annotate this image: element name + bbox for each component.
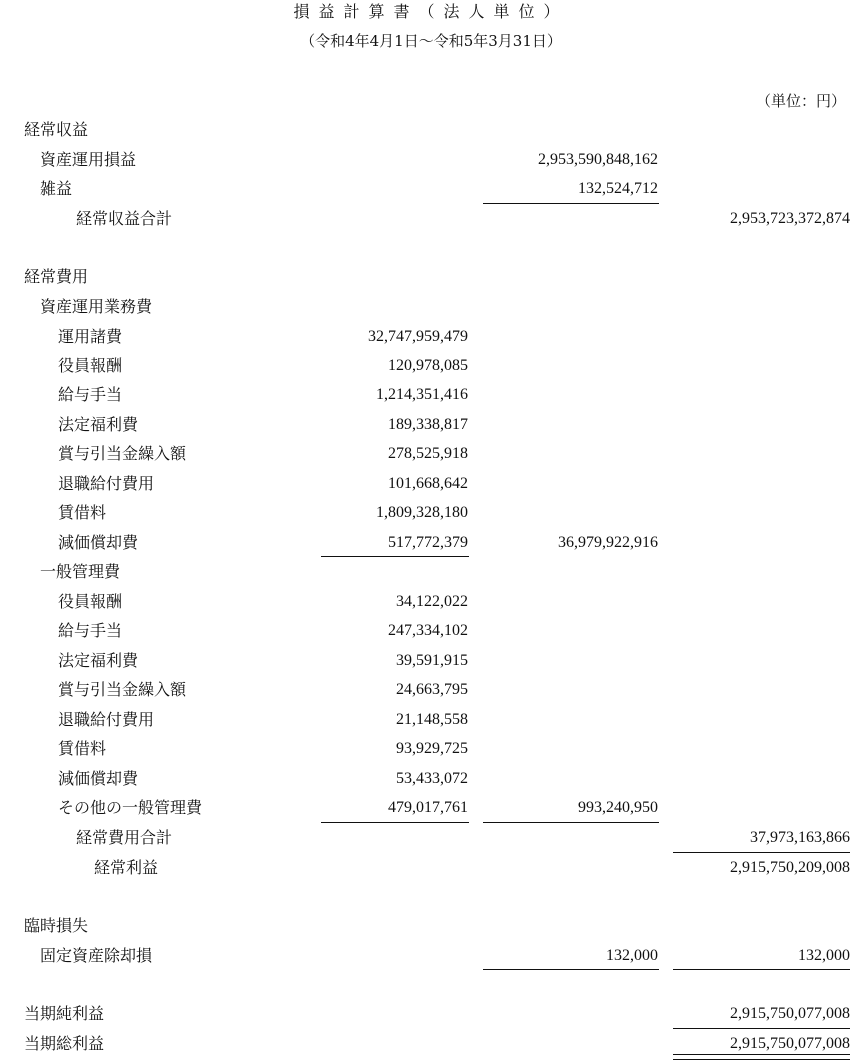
table-row: [0, 705, 862, 734]
line-item-amount: 24,663,795: [396, 681, 468, 698]
table-row: [0, 646, 862, 675]
line-item-label: 退職給付費用: [58, 710, 155, 729]
table-row: [0, 322, 862, 351]
line-item-label: 資産運用損益: [40, 150, 137, 169]
page-title: 損益計算書（法人単位）: [293, 2, 569, 21]
table-row: [0, 734, 862, 763]
table-row: [0, 587, 862, 616]
subtotal-amount: 993,240,950: [578, 799, 658, 816]
fiscal-period: （令和4年4月1日～令和5年3月31日）: [300, 32, 562, 50]
subsection-asset-ops: [0, 292, 862, 321]
total-amount: 132,000: [798, 947, 850, 964]
line-item-amount: 2,953,590,848,162: [538, 151, 658, 168]
table-row: [0, 174, 862, 203]
line-item-label: 減価償却費: [58, 769, 139, 788]
line-item-label: 賞与引当金繰入額: [58, 680, 187, 699]
line-item-label: 法定福利費: [58, 651, 139, 670]
line-item-amount: 34,122,022: [396, 593, 468, 610]
line-item-amount: 1,809,328,180: [376, 504, 468, 521]
table-row: [0, 528, 862, 557]
line-item-label: 固定資産除却損: [40, 946, 153, 965]
currency-unit: （単位：円）: [755, 92, 846, 110]
ordinary-profit-label: 経常利益: [94, 858, 159, 877]
table-row: [0, 999, 862, 1028]
table-row: [0, 469, 862, 498]
table-row: [0, 498, 862, 527]
line-item-label: 給与手当: [58, 385, 123, 404]
line-item-amount: 53,433,072: [396, 770, 468, 787]
subsection-label: 一般管理費: [40, 562, 121, 581]
line-item-amount: 132,524,712: [578, 180, 658, 197]
line-item-amount: 517,772,379: [388, 534, 468, 551]
subtotal-amount: 36,979,922,916: [558, 534, 658, 551]
double-underline: [673, 1054, 850, 1060]
net-income-label: 当期純利益: [24, 1004, 105, 1023]
total-label: 経常費用合計: [76, 828, 173, 847]
total-label: 経常収益合計: [76, 209, 173, 228]
section-label: 経常収益: [24, 120, 89, 139]
line-item-amount: 120,978,085: [388, 357, 468, 374]
line-item-label: 給与手当: [58, 621, 123, 640]
line-item-label: 減価償却費: [58, 533, 139, 552]
line-item-amount: 1,214,351,416: [376, 386, 468, 403]
line-item-label: 役員報酬: [58, 356, 123, 375]
section-ordinary-expenses: [0, 262, 862, 291]
table-row: [0, 145, 862, 174]
comprehensive-income-amount: 2,915,750,077,008: [730, 1035, 850, 1052]
table-row: [0, 351, 862, 380]
line-item-label: 雑益: [40, 179, 73, 198]
section-ordinary-revenue: [0, 115, 862, 144]
section-extraordinary-loss: [0, 911, 862, 940]
line-item-amount: 32,747,959,479: [368, 328, 468, 345]
subsection-label: 資産運用業務費: [40, 297, 153, 316]
table-row: [0, 204, 862, 233]
line-item-amount: 39,591,915: [396, 652, 468, 669]
section-label: 臨時損失: [24, 916, 89, 935]
line-item-amount: 189,338,817: [388, 416, 468, 433]
table-row: [0, 823, 862, 852]
table-row: [0, 410, 862, 439]
comprehensive-income-label: 当期総利益: [24, 1034, 105, 1053]
line-item-amount: 101,668,642: [388, 475, 468, 492]
line-item-amount: 247,334,102: [388, 622, 468, 639]
line-item-label: 賞与引当金繰入額: [58, 444, 187, 463]
table-row: [0, 675, 862, 704]
section-label: 経常費用: [24, 267, 89, 286]
line-item-label: 賃借料: [58, 503, 107, 522]
total-amount: 2,953,723,372,874: [730, 210, 850, 227]
line-item-label: 運用諸費: [58, 327, 123, 346]
table-row: [0, 793, 862, 822]
line-item-label: その他の一般管理費: [58, 798, 203, 817]
total-rule: [673, 969, 850, 970]
line-item-label: 法定福利費: [58, 415, 139, 434]
line-item-amount: 278,525,918: [388, 445, 468, 462]
ordinary-profit-amount: 2,915,750,209,008: [730, 859, 850, 876]
line-item-label: 役員報酬: [58, 592, 123, 611]
table-row: [0, 439, 862, 468]
table-row: [0, 380, 862, 409]
line-item-amount: 479,017,761: [388, 799, 468, 816]
table-row: [0, 616, 862, 645]
subsection-general-admin: [0, 557, 862, 586]
line-item-amount: 21,148,558: [396, 711, 468, 728]
table-row: [0, 853, 862, 882]
line-item-label: 賃借料: [58, 739, 107, 758]
table-row: [0, 941, 862, 970]
line-item-amount: 132,000: [606, 947, 658, 964]
line-item-amount: 93,929,725: [396, 740, 468, 757]
net-income-amount: 2,915,750,077,008: [730, 1005, 850, 1022]
table-row: [0, 764, 862, 793]
line-item-label: 退職給付費用: [58, 474, 155, 493]
subtotal-rule: [483, 969, 659, 970]
total-amount: 37,973,163,866: [750, 829, 850, 846]
